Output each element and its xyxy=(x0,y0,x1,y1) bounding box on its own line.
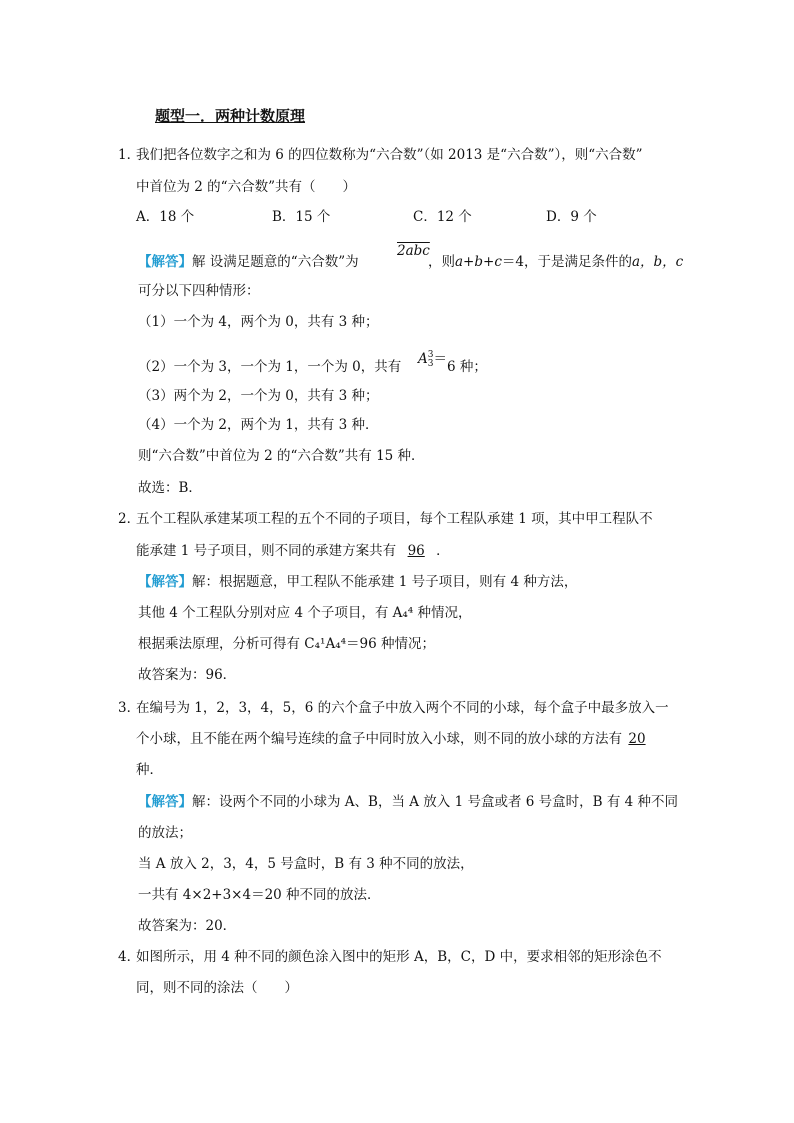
q1-formula-2abc: 2abc xyxy=(397,243,430,259)
q3-answer: 故答案为：20． xyxy=(138,918,237,934)
q1-option-a: A．18 个 xyxy=(136,209,195,225)
q1-option-b: B．15 个 xyxy=(272,209,331,225)
q3-solution-line3: 当 A 放入 2，3，4，5 号盒时，B 有 3 种不同的放法， xyxy=(138,856,474,872)
q3-line2: 个小球，且不能在两个编号连续的盒子中同时放入小球，则不同的放小球的方法有 20 xyxy=(136,730,652,748)
q4-number: 4． xyxy=(118,949,141,965)
q1-option-d: D．9 个 xyxy=(546,209,597,225)
q3-solution-line4: 一共有 4×2+3×4＝20 种不同的放法． xyxy=(138,887,381,903)
q2-answer: 故答案为：96． xyxy=(138,667,237,683)
q1-answer: 故选：B． xyxy=(138,480,202,496)
solution-tag: 【解答】 xyxy=(138,254,192,270)
q2-line2: 能承建 1 号子项目，则不同的承建方案共有 96 ． xyxy=(136,543,450,559)
section-title: 题型一．两种计数原理 xyxy=(155,107,306,125)
q4-line1: 如图所示，用 4 种不同的颜色涂入图中的矩形 A，B，C，D 中，要求相邻的矩形涂色不 xyxy=(136,949,662,965)
q3-line3: 种． xyxy=(136,762,163,778)
q1-conclusion: 则“六合数”中首位为 2 的“六合数”共有 15 种． xyxy=(138,448,425,464)
q3-number: 3． xyxy=(118,700,141,716)
q1-case2-formula: A 3 3 ＝ xyxy=(418,349,447,369)
q2-solution-line3: 根据乘法原理，分析可得有 C₄¹A₄⁴＝96 种情况； xyxy=(138,636,435,652)
q1-case4: （4）一个为 2，两个为 1，共有 3 种． xyxy=(138,417,379,433)
q1-case2: （2）一个为 3，一个为 1，一个为 0，共有 xyxy=(138,359,402,375)
q1-case1: （1）一个为 4，两个为 0，共有 3 种； xyxy=(138,314,379,330)
solution-tag: 【解答】 xyxy=(138,574,192,590)
q2-number: 2． xyxy=(118,511,141,527)
q3-solution-line2: 的放法； xyxy=(138,825,192,841)
q2-solution-line2: 其他 4 个工程队分别对应 4 个子项目，有 A₄⁴ 种情况， xyxy=(138,605,472,621)
q1-number: 1． xyxy=(118,147,141,163)
q1-option-c: C．12 个 xyxy=(413,209,472,225)
q2-solution-line1: 【解答】解：根据题意，甲工程队不能承建 1 号子项目，则有 4 种方法， xyxy=(138,574,578,590)
q1-case3: （3）两个为 2，一个为 0，共有 3 种； xyxy=(138,388,379,404)
q3-solution-line1: 【解答】解：设两个不同的小球为 A、B，当 A 放入 1 号盒或者 6 号盒时，B 有 4 种不同 xyxy=(138,794,679,810)
q3-answer-blank: 20 xyxy=(628,731,646,747)
q3-line1: 在编号为 1，2，3，4，5，6 的六个盒子中放入两个不同的小球，每个盒子中最多放入一 xyxy=(136,700,669,716)
q2-line1: 五个工程队承建某项工程的五个不同的子项目，每个工程队承建 1 项，其中甲工程队不 xyxy=(136,511,653,527)
q1-solution-line2: 可分以下四种情形： xyxy=(138,283,260,299)
q2-answer-blank: 96 xyxy=(407,543,425,559)
q1-solution-line1: 【解答】解 设满足题意的“六合数”为 xyxy=(138,254,359,270)
solution-tag: 【解答】 xyxy=(138,794,192,810)
q1-line2: 中首位为 2 的“六合数”共有（ ） xyxy=(136,179,356,195)
q1-case2-end: 6 种； xyxy=(447,359,487,375)
q4-line2: 同，则不同的涂法（ ） xyxy=(136,980,298,996)
q1-solution-line1-rest: ，则a+b+c＝4，于是满足条件的a，b，c xyxy=(428,254,684,270)
q1-line1: 我们把各位数字之和为 6 的四位数称为“六合数”（如 2013 是“六合数”），则“六合数” xyxy=(136,147,643,163)
